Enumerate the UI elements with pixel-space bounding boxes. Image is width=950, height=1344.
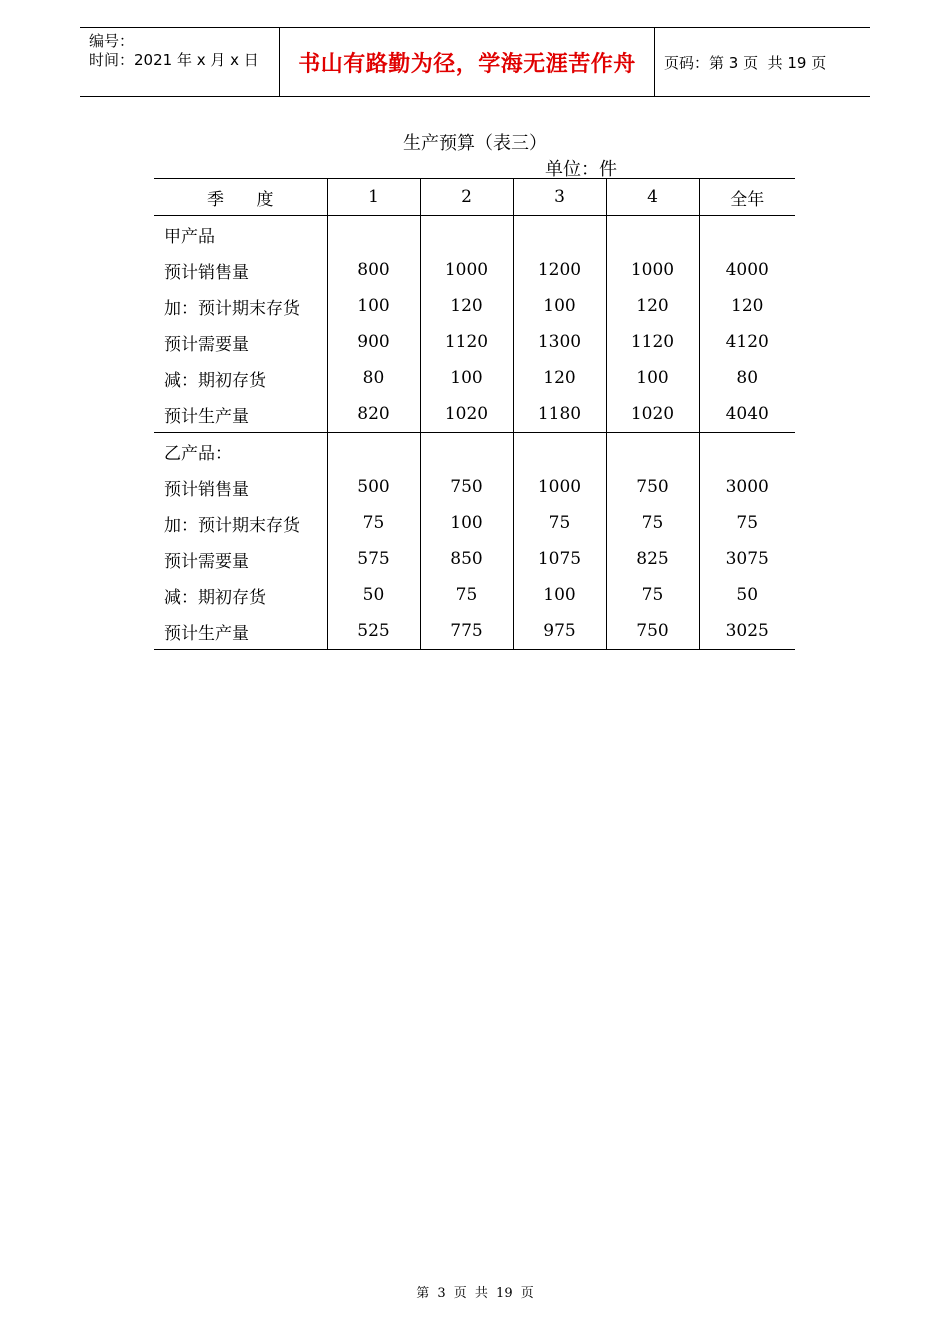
row-label: 减：期初存货	[164, 370, 266, 391]
value-cell: 825	[606, 541, 699, 577]
value-cell: 120	[606, 288, 699, 324]
value-cell: 975	[513, 613, 606, 650]
number-label: 编号：	[89, 32, 135, 50]
column-header: 3	[513, 179, 606, 216]
header-page-label: 页码：第 3 页 共 19 页	[664, 53, 827, 72]
value-cell: 100	[420, 505, 513, 541]
table-row	[154, 360, 795, 396]
column-header: 2	[420, 179, 513, 216]
value-cell: 80	[699, 360, 795, 396]
header-meta	[80, 28, 280, 96]
row-label: 预计销售量	[164, 479, 249, 500]
value-cell: 75	[606, 577, 699, 613]
value-cell: 500	[327, 469, 420, 505]
table-row	[154, 288, 795, 324]
table-header-row	[154, 179, 795, 216]
column-header: 4	[606, 179, 699, 216]
section-row	[154, 433, 795, 470]
column-header: 1	[327, 179, 420, 216]
table-row	[154, 324, 795, 360]
empty-cell	[699, 433, 795, 470]
table-row	[154, 252, 795, 288]
value-cell: 800	[327, 252, 420, 288]
value-cell: 100	[513, 288, 606, 324]
value-cell: 3075	[699, 541, 795, 577]
row-label: 加：预计期末存货	[164, 298, 300, 319]
row-label: 加：预计期末存货	[164, 515, 300, 536]
value-cell: 1020	[606, 396, 699, 433]
empty-cell	[327, 216, 420, 253]
table-row	[154, 577, 795, 613]
value-cell: 850	[420, 541, 513, 577]
value-cell: 775	[420, 613, 513, 650]
value-cell: 50	[327, 577, 420, 613]
empty-cell	[513, 433, 606, 470]
value-cell: 75	[327, 505, 420, 541]
value-cell: 1000	[420, 252, 513, 288]
empty-cell	[420, 433, 513, 470]
value-cell: 50	[699, 577, 795, 613]
empty-cell	[699, 216, 795, 253]
value-cell: 900	[327, 324, 420, 360]
row-label: 预计生产量	[154, 613, 327, 650]
value-cell: 100	[513, 577, 606, 613]
date-label: 时间：2021 年 x 月 x 日	[89, 51, 259, 69]
value-cell: 4120	[699, 324, 795, 360]
value-cell: 75	[420, 577, 513, 613]
value-cell: 75	[513, 505, 606, 541]
unit-label: 单位：件	[545, 159, 617, 180]
value-cell: 1020	[420, 396, 513, 433]
value-cell: 1000	[513, 469, 606, 505]
empty-cell	[606, 216, 699, 253]
value-cell: 750	[606, 613, 699, 650]
row-label: 减：期初存货	[164, 587, 266, 608]
table-row	[154, 469, 795, 505]
value-cell: 1120	[606, 324, 699, 360]
value-cell: 100	[606, 360, 699, 396]
value-cell: 525	[327, 613, 420, 650]
section-row	[154, 216, 795, 253]
empty-cell	[606, 433, 699, 470]
value-cell: 1300	[513, 324, 606, 360]
value-cell: 120	[513, 360, 606, 396]
row-label: 预计生产量	[154, 396, 327, 433]
value-cell: 120	[420, 288, 513, 324]
empty-cell	[513, 216, 606, 253]
header-motto: 书山有路勤为径，学海无涯苦作舟	[280, 28, 655, 96]
value-cell: 1120	[420, 324, 513, 360]
section-label: 甲产品	[164, 226, 215, 247]
value-cell: 120	[699, 288, 795, 324]
section-label: 乙产品：	[164, 443, 232, 464]
value-cell: 820	[327, 396, 420, 433]
page-header	[80, 27, 870, 97]
value-cell: 4000	[699, 252, 795, 288]
table-row	[154, 505, 795, 541]
table-row	[154, 541, 795, 577]
row-label: 预计需要量	[164, 334, 249, 355]
value-cell: 575	[327, 541, 420, 577]
value-cell: 750	[606, 469, 699, 505]
row-label: 预计销售量	[164, 262, 249, 283]
value-cell: 1200	[513, 252, 606, 288]
table-row	[154, 396, 795, 433]
production-budget-table	[154, 178, 795, 650]
value-cell: 3000	[699, 469, 795, 505]
value-cell: 1000	[606, 252, 699, 288]
page-footer: 第 3 页 共 19 页	[416, 1286, 534, 1301]
value-cell: 75	[606, 505, 699, 541]
value-cell: 1180	[513, 396, 606, 433]
empty-cell	[327, 433, 420, 470]
value-cell: 100	[327, 288, 420, 324]
empty-cell	[420, 216, 513, 253]
value-cell: 1075	[513, 541, 606, 577]
table-row	[154, 613, 795, 650]
value-cell: 4040	[699, 396, 795, 433]
row-label: 预计需要量	[164, 551, 249, 572]
column-header: 全年	[699, 179, 795, 216]
value-cell: 75	[699, 505, 795, 541]
value-cell: 750	[420, 469, 513, 505]
document-title: 生产预算（表三）	[403, 133, 547, 154]
value-cell: 3025	[699, 613, 795, 650]
value-cell: 80	[327, 360, 420, 396]
season-header: 季 度	[154, 179, 327, 216]
value-cell: 100	[420, 360, 513, 396]
